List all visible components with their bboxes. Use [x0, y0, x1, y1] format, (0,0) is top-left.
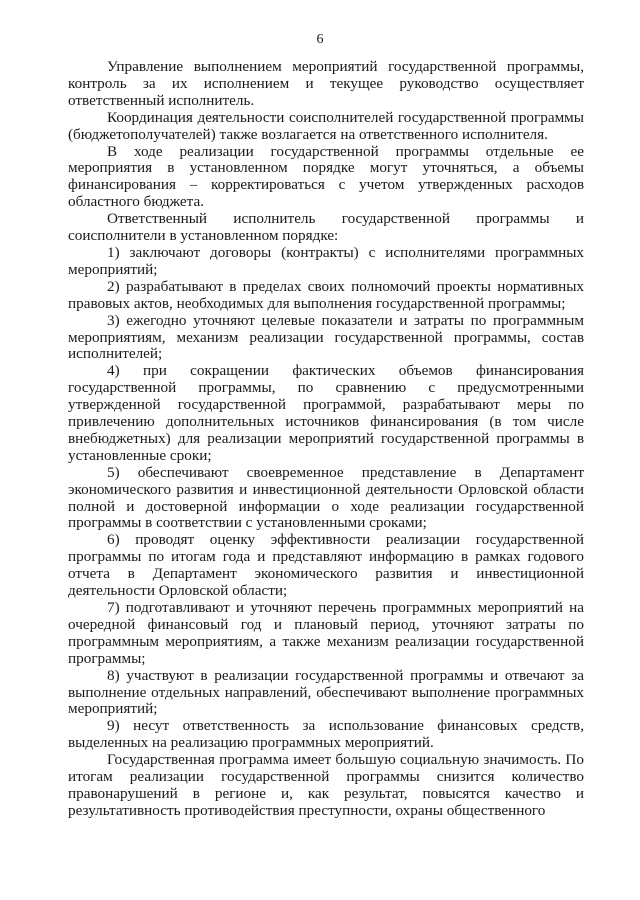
list-item: 2) разрабатывают в пределах своих полномочий проекты нормативных правовых актов, необходимых для выполнения государственной программы; [68, 277, 584, 312]
paragraph: Государственная программа имеет большую социальную значимость. По итогам реализации государственной программы снизится количество правонарушений в регионе и, как результат, повысятся качество и результативность противодействия преступности, охраны общественного [68, 751, 584, 819]
list-item: 9) несут ответственность за использование финансовых средств, выделенных на реализацию программных мероприятий. [68, 717, 584, 752]
list-item: 5) обеспечивают своевременное представление в Департамент экономического развития и инвестиционной деятельности Орловской области полной и достоверной информации о ходе реализации государственной программы в соответствии с установленными сроками; [68, 463, 584, 532]
paragraph: В ходе реализации государственной программы отдельные ее мероприятия в установленном порядке могут уточняться, а объемы финансирования – корректироваться с учетом утвержденных расходов областного бюджета. [68, 142, 584, 211]
list-item: 3) ежегодно уточняют целевые показатели и затраты по программным мероприятиям, механизм реализации государственной программы, состав исполнителей; [68, 311, 584, 363]
list-item: 8) участвуют в реализации государственной программы и отвечают за выполнение отдельных направлений, обеспечивают выполнение программных мероприятий; [68, 666, 584, 718]
page-number: 6 [316, 32, 324, 47]
body-text [68, 59, 584, 820]
paragraph: Управление выполнением мероприятий государственной программы, контроль за их исполнением и текущее руководство осуществляет ответственный исполнитель. [68, 58, 584, 109]
list-item: 7) подготавливают и уточняют перечень программных мероприятий на очередной финансовый год и плановый период, уточняют затраты по программным мероприятиям, а также механизм реализации государственной программы; [68, 599, 584, 667]
list-item: 1) заключают договоры (контракты) с исполнителями программных мероприятий; [68, 243, 584, 278]
list-item: 4) при сокращении фактических объемов финансирования государственной программы, по сравнению с предусмотренными утвержденной государственной программой, разрабатывают меры по привлечению дополнительных источников финансирования (в том числе внебюджетных) для реализации мероприятий государственной программы в установленные сроки; [68, 362, 584, 464]
list-item: 6) проводят оценку эффективности реализации государственной программы по итогам года и представляют информацию в рамках годового отчета в Департамент экономического развития и инвестиционной деятельности Орловской области; [68, 531, 584, 600]
paragraph: Ответственный исполнитель государственной программы и соисполнители в установленном порядке: [68, 210, 584, 245]
paragraph: Координация деятельности соисполнителей государственной программы (бюджетополучателей) также возлагается на ответственного исполнителя. [68, 108, 584, 143]
